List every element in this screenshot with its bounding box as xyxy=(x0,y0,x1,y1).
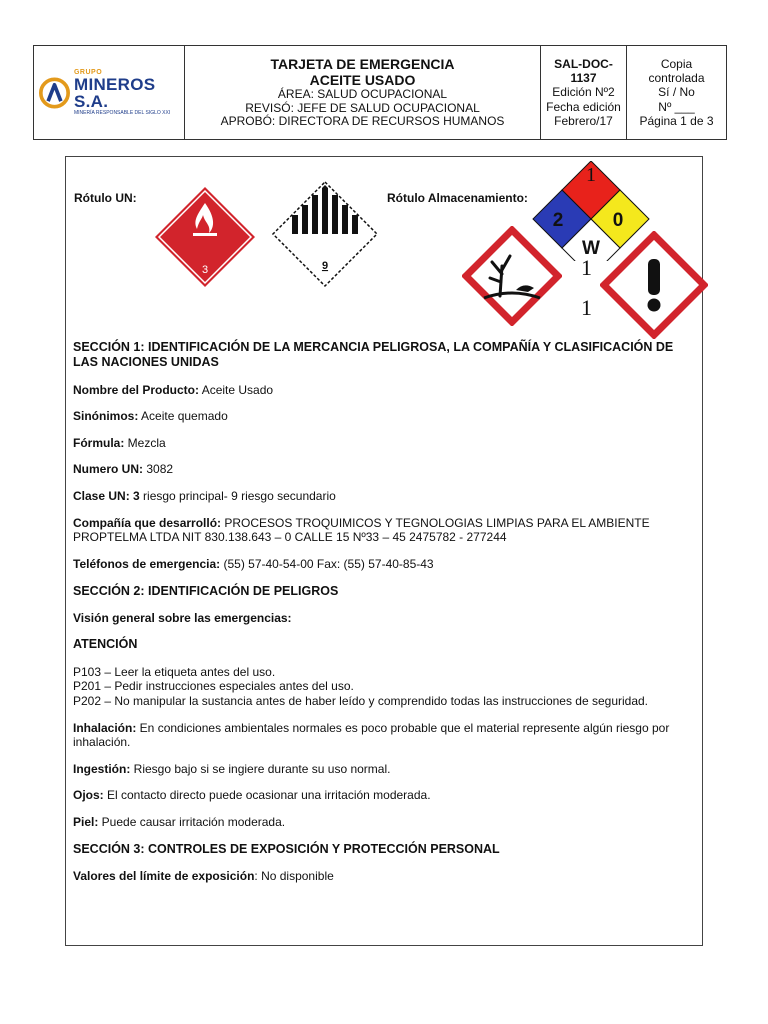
document-title: TARJETA DE EMERGENCIA xyxy=(270,55,455,72)
exclamation-warning-diamond-icon xyxy=(600,231,708,339)
miscellaneous-class9-diamond-icon xyxy=(270,179,380,289)
atencion-heading: ATENCIÓN xyxy=(73,637,138,652)
field-telefonos: Teléfonos de emergencia: (55) 57-40-54-00 Fax: (55) 57-40-85-43 xyxy=(73,556,434,571)
environment-hazard-diamond-icon xyxy=(462,226,562,326)
reviso-line: REVISÓ: JEFE DE SALUD OCUPACIONAL xyxy=(245,100,480,115)
class3-number: 3 xyxy=(201,264,209,276)
field-inhalacion: Inhalación: En condiciones ambientales normales es poco probable que el material represente algún riesgo por inhalación. xyxy=(73,720,670,750)
document-header xyxy=(33,45,727,140)
doc-code: SAL-DOC- xyxy=(554,56,613,71)
field-valores-limite: Valores del límite de exposición: No disponible xyxy=(73,868,334,883)
code-cell xyxy=(541,46,627,140)
edition-date: Febrero/17 xyxy=(554,114,613,129)
p103: P103 – Leer la etiqueta antes del uso. xyxy=(73,664,276,679)
field-compania: Compañía que desarrolló: PROCESOS TROQUIMICOS Y TEGNOLOGIAS LIMPIAS PARA EL AMBIENTE PROPTELMA LTDA NIT 830.138.643 – 0 CALLE 15 Nº33 – 45 2475782 - 277244 xyxy=(73,515,650,545)
copy-yes-no: Sí / No xyxy=(658,85,695,100)
company-logo xyxy=(34,69,184,116)
vision-general: Visión general sobre las emergencias: xyxy=(73,610,292,625)
section-1-title: SECCIÓN 1: IDENTIFICACIÓN DE LA MERCANCIA PELIGROSA, LA COMPAÑÍA Y CLASIFICACIÓN DE LAS NACIONES UNIDAS xyxy=(73,340,674,370)
nfpa-health-value: 2 xyxy=(552,210,564,231)
stray-digit-2: 1 xyxy=(581,295,592,320)
logo-tagline: MINERÍA RESPONSABLE DEL SIGLO XXI xyxy=(73,110,171,116)
logo-grupo: GRUPO xyxy=(73,69,103,76)
card-body xyxy=(73,340,698,896)
nfpa-reactivity-value: 0 xyxy=(612,210,624,231)
edition: Edición Nº2 xyxy=(552,85,615,100)
logo-cell xyxy=(34,46,185,140)
rotulo-almacenamiento-label: Rótulo Almacenamiento: xyxy=(387,191,528,205)
edition-date-label: Fecha edición xyxy=(546,99,621,114)
emergency-card xyxy=(65,156,703,946)
field-ojos: Ojos: El contacto directo puede ocasionar una irritación moderada. xyxy=(73,788,431,803)
doc-code-number: 1137 xyxy=(570,70,597,85)
section-2-title: SECCIÓN 2: IDENTIFICACIÓN DE PELIGROS xyxy=(73,583,339,598)
class9-number: 9 xyxy=(321,260,329,272)
document-subtitle: ACEITE USADO xyxy=(309,71,416,88)
field-formula: Fórmula: Mezcla xyxy=(73,435,166,450)
copy-controlled: controlada xyxy=(648,70,705,85)
p201: P201 – Pedir instrucciones especiales antes del uso. xyxy=(73,679,354,694)
nfpa-health-flammability-top: 1 xyxy=(586,164,596,186)
logo-name: MINEROS S.A. xyxy=(73,75,156,111)
field-ingestion: Ingestión: Riesgo bajo si se ingiere durante su uso normal. xyxy=(73,761,391,776)
mineros-logo-icon xyxy=(39,76,70,110)
page-number: Página 1 de 3 xyxy=(639,114,714,129)
field-piel: Piel: Puede causar irritación moderada. xyxy=(73,815,286,829)
p202: P202 – No manipular la sustancia antes de haber leído y comprendido todas las instrucciones de seguridad. xyxy=(73,693,649,708)
field-numero-un: Numero UN: 3082 xyxy=(73,462,174,477)
stray-digit-1: 1 xyxy=(581,255,592,280)
copy-label: Copia xyxy=(660,56,693,71)
flammable-class3-diamond-icon xyxy=(153,185,257,289)
field-sinonimos: Sinónimos: Aceite quemado xyxy=(73,409,228,424)
field-nombre: Nombre del Producto: Aceite Usado xyxy=(73,382,274,397)
title-cell xyxy=(185,46,541,140)
copy-number: Nº ___ xyxy=(658,99,695,114)
nfpa-special-value: W xyxy=(582,238,600,259)
rotulo-un-label: Rótulo UN: xyxy=(74,191,137,205)
copy-cell xyxy=(627,46,727,140)
field-clase-un: Clase UN: 3 riesgo principal- 9 riesgo secundario xyxy=(73,489,336,503)
aprobo-line: APROBÓ: DIRECTORA DE RECURSOS HUMANOS xyxy=(220,114,505,129)
precaution-statements xyxy=(73,665,698,709)
area-line: ÁREA: SALUD OCUPACIONAL xyxy=(277,86,448,101)
section-3-title: SECCIÓN 3: CONTROLES DE EXPOSICIÓN Y PROTECCIÓN PERSONAL xyxy=(73,841,500,856)
